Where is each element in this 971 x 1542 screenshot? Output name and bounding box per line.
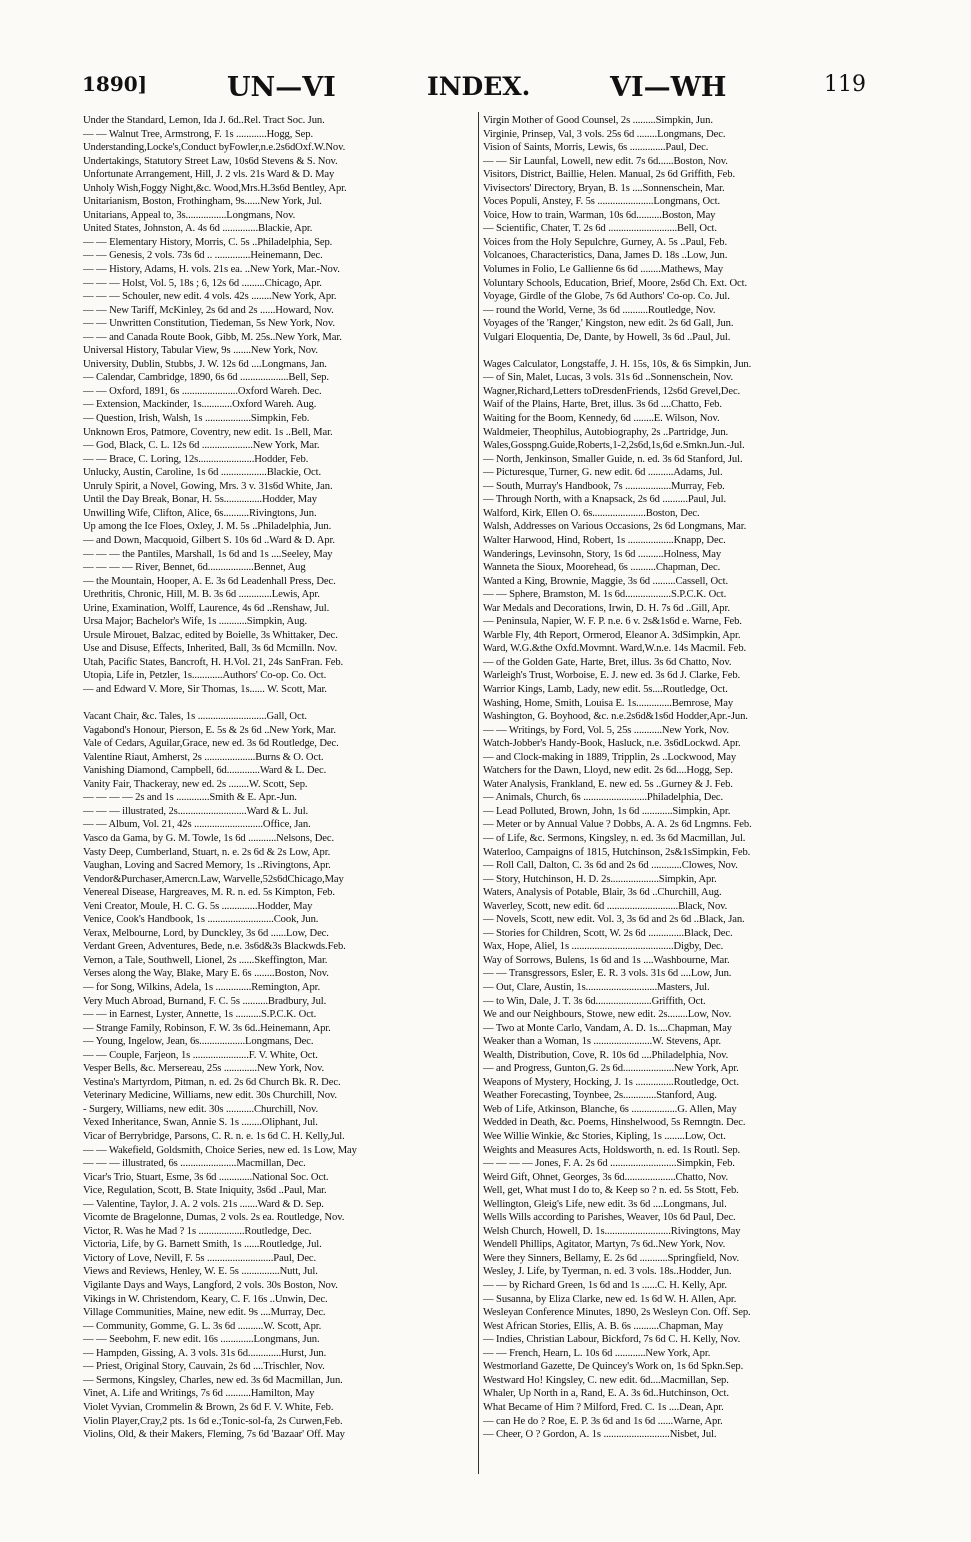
index-entry: Views and Reviews, Henley, W. E. 5s ...............Nutt, Jul. — [83, 1266, 318, 1278]
index-entry: Warleigh's Trust, Worboise, E. J. new ed. 3s 6d J. Clarke, Feb. — [483, 670, 741, 682]
index-entry: Watch-Jobber's Handy-Book, Hasluck, n.e. 3s6dLockwd. Apr. — [483, 738, 741, 750]
index-entry: — Priest, Original Story, Cauvain, 2s 6d ....Trischler, Nov. — [83, 1361, 325, 1373]
index-entry: Vexed Inheritance, Swan, Annie S. 1s ........Oliphant, Jul. — [83, 1117, 318, 1129]
index-entry: Victor, R. Was he Mad ? 1s ..................Routledge, Dec. — [83, 1225, 312, 1237]
index-entry: Voluntary Schools, Education, Brief, Moore, 2s6d Ch. Ext. Oct. — [483, 277, 748, 289]
index-entry: — Hampden, Gissing, A. 3 vols. 31s 6d.............Hurst, Jun. — [83, 1347, 327, 1359]
index-entry: Vicar's Trio, Stuart, Esme, 3s 6d .............National Soc. Oct. — [83, 1171, 329, 1183]
index-entry: — North, Jenkinson, Smaller Guide, n. ed. 3s 6d Stanford, Jul. — [483, 453, 743, 465]
index-entry: Voice, How to train, Warman, 10s 6d..........Boston, May — [483, 209, 716, 221]
index-entry: Urine, Examination, Wolff, Laurence, 4s 6d ..Renshaw, Jul. — [83, 602, 330, 614]
index-entry: Voyages of the 'Ranger,' Kingston, new edit. 2s 6d Gall, Jun. — [483, 318, 734, 330]
index-entry: — — Elementary History, Morris, C. 5s ..Philadelphia, Sep. — [83, 236, 333, 248]
index-entry: Wendell Phillips, Agitator, Martyn, 7s 6d..New York, Nov. — [483, 1239, 726, 1251]
section-gap — [83, 697, 473, 711]
index-entry: Waters, Analysis of Potable, Blair, 3s 6d ..Churchill, Aug. — [483, 887, 722, 899]
index-entry: — Question, Irish, Walsh, 1s ..................Simpkin, Feb. — [83, 413, 310, 425]
index-section — [483, 114, 873, 344]
index-entry: — for Song, Wilkins, Adela, 1s ..............Remington, Apr. — [83, 982, 321, 993]
index-entry: — Susanna, by Eliza Clarke, new ed. 1s 6d W. H. Allen, Apr. — [483, 1293, 737, 1305]
index-entry: Understanding,Locke's,Conduct byFowler,n.e.2s6dOxf.W.Nov. — [83, 142, 346, 154]
header-right-range: VI—WH — [610, 72, 727, 103]
index-entry: Unfortunate Arrangement, Hill, J. 2 vls. 21s Ward & D. May — [83, 169, 335, 181]
index-entry: — to Win, Dale, J. T. 3s 6d......................Griffith, Oct. — [483, 995, 706, 1007]
index-entry: Virgin Mother of Good Counsel, 2s .........Simpkin, Jun. — [483, 115, 713, 126]
index-entry: War Medals and Decorations, Irwin, D. H. 7s 6d ..Gill, Apr. — [483, 602, 730, 614]
header-page-number: 119 — [824, 72, 866, 97]
header-left-range: UN—VI — [227, 72, 336, 103]
index-entry: Warrior Kings, Lamb, Lady, new edit. 5s....Routledge, Oct. — [483, 683, 728, 695]
index-entry: — Sermons, Kingsley, Charles, new ed. 3s 6d Macmillan, Jun. — [83, 1374, 343, 1386]
index-entry: — Two at Monte Carlo, Vandam, A. D. 1s....Chapman, May — [483, 1022, 732, 1034]
index-entry: — — — — River, Bennet, 6d..................Bennet, Aug — [83, 562, 306, 574]
index-entry: Virginie, Prinsep, Val, 3 vols. 25s 6d ........Longmans, Dec. — [483, 128, 726, 140]
index-entry: — Valentine, Taylor, J. A. 2 vols. 21s .......Ward & D. Sep. — [83, 1198, 324, 1210]
index-entry: Westward Ho! Kingsley, C. new edit. 6d....Macmillan, Sep. — [483, 1374, 729, 1386]
index-entry: Up among the Ice Floes, Oxley, J. M. 5s ..Philadelphia, Jun. — [83, 521, 332, 533]
index-entry: Walford, Kirk, Ellen O. 6s.....................Boston, Dec. — [483, 507, 700, 519]
index-entry: — — Couple, Farjeon, 1s ......................F. V. White, Oct. — [83, 1049, 318, 1061]
index-entry: Watchers for the Dawn, Lloyd, new edit. 2s 6d....Hogg, Sep. — [483, 765, 733, 777]
index-entry: — can He do ? Roe, E. P. 3s 6d and 1s 6d ......Warne, Apr. — [483, 1415, 723, 1427]
index-entry: — — Sphere, Bramston, M. 1s 6d..................S.P.C.K. Oct. — [483, 589, 727, 601]
index-entry: Wax, Hope, Aliel, 1s ........................................Digby, Dec. — [483, 941, 724, 953]
index-section — [83, 114, 473, 697]
index-entry: Verses along the Way, Blake, Mary E. 6s ........Boston, Nov. — [83, 968, 329, 980]
index-entry: — — History, Adams, H. vols. 21s ea. ..New York, Mar.-Nov. — [83, 264, 340, 276]
index-entry: — Peninsula, Napier, W. F. P. n.e. 6 v. 2s&1s6d e. Warne, Feb. — [483, 616, 742, 628]
index-entry: — the Mountain, Hooper, A. E. 3s 6d Leadenhall Press, Dec. — [83, 575, 336, 587]
index-entry: Unholy Wish,Foggy Night,&c. Wood,Mrs.H.3s6d Bentley, Apr. — [83, 182, 347, 194]
index-entry: — Extension, Mackinder, 1s............Oxford Wareh. Aug. — [83, 399, 317, 411]
index-entry: — Novels, Scott, new edit. Vol. 3, 3s 6d and 2s 6d ..Black, Jan. — [483, 914, 745, 926]
index-entry: — Scientific, Chater, T. 2s 6d ...........................Bell, Oct. — [483, 223, 717, 235]
index-entry: — — — Schouler, new edit. 4 vols. 42s ........New York, Apr. — [83, 291, 337, 303]
page-header — [82, 72, 882, 108]
index-entry: — — Album, Vol. 21, 42s ...........................Office, Jan. — [83, 819, 311, 831]
index-entry: — Through North, with a Knapsack, 2s 6d ..........Paul, Jul. — [483, 494, 727, 506]
index-entry: — — Walnut Tree, Armstrong, F. 1s ............Hogg, Sep. — [83, 128, 313, 140]
index-entry: Violet Vyvian, Crommelin & Brown, 2s 6d F. V. White, Feb. — [83, 1401, 334, 1413]
index-entry: Waterloo, Campaigns of 1815, Hutchinson, 2s&1sSimpkin, Feb. — [483, 846, 751, 858]
index-entry: Weather Forecasting, Toynbee, 2s.............Stanford, Aug. — [483, 1090, 717, 1102]
index-entry: — Cheer, O ? Gordon, A. 1s ..........................Nisbet, Jul. — [483, 1429, 717, 1441]
index-entry: Walter Harwood, Hind, Robert, 1s ..................Knapp, Dec. — [483, 534, 726, 546]
index-entry: Visitors, District, Baillie, Helen. Manual, 2s 6d Griffith, Feb. — [483, 169, 735, 181]
index-entry: Voces Populi, Anstey, F. 5s ......................Longmans, Oct. — [483, 196, 720, 208]
index-entry: We and our Neighbours, Stowe, new edit. 2s........Low, Nov. — [483, 1009, 732, 1021]
index-entry: Wee Willie Winkie, &c Stories, Kipling, 1s ........Low, Oct. — [483, 1131, 726, 1143]
index-entry: - Surgery, Williams, new edit. 30s ...........Churchill, Nov. — [83, 1103, 319, 1115]
index-entry: Vesper Bells, &c. Mersereau, 25s .............New York, Nov. — [83, 1063, 325, 1075]
index-entry: — — — — Jones, F. A. 2s 6d ..........................Simpkin, Feb. — [483, 1158, 735, 1170]
index-entry: Violin Player,Cray,2 pts. 1s 6d e.;Tonic-sol-fa, 2s Curwen,Feb. — [83, 1415, 343, 1427]
index-entry: — Out, Clare, Austin, 1s............................Masters, Jul. — [483, 982, 710, 993]
index-entry: Web of Life, Atkinson, Blanche, 6s ..................G. Allen, May — [483, 1103, 737, 1115]
index-entry: Vicomte de Bragelonne, Dumas, 2 vols. 2s ea. Routledge, Nov. — [83, 1212, 345, 1224]
index-entry: — — and Canada Route Book, Gibb, M. 25s..New York, Mar. — [83, 331, 342, 343]
index-entry: — Roll Call, Dalton, C. 3s 6d and 2s 6d ............Clowes, Nov. — [483, 860, 738, 872]
index-entry: Vulgari Eloquentia, De, Dante, by Howell, 3s 6d ..Paul, Jul. — [483, 331, 731, 343]
index-entry: Wages Calculator, Longstaffe, J. H. 15s, 10s, & 6s Simpkin, Jun. — [483, 358, 752, 370]
index-entry: — — by Richard Green, 1s 6d and 1s ......C. H. Kelly, Apr. — [483, 1280, 727, 1292]
header-index-label: INDEX. — [427, 72, 531, 101]
index-entry: — of the Golden Gate, Harte, Bret, illus. 3s 6d Chatto, Nov. — [483, 656, 732, 668]
index-entry: Wealth, Distribution, Cove, R. 10s 6d ....Philadelphia, Nov. — [483, 1049, 729, 1061]
index-entry: — — — Holst, Vol. 5, 18s ; 6, 12s 6d .........Chicago, Apr. — [83, 277, 322, 289]
index-entry: — Strange Family, Robinson, F. W. 3s 6d..Heinemann, Apr. — [83, 1022, 331, 1034]
index-entry: Weapons of Mystery, Hocking, J. 1s ...............Routledge, Oct. — [483, 1076, 739, 1088]
column-divider — [478, 112, 479, 1474]
index-entry: Whaler, Up North in a, Rand, E. A. 3s 6d..Hutchinson, Oct. — [483, 1388, 729, 1400]
index-entry: — — Seebohm, F. new edit. 16s .............Longmans, Jun. — [83, 1334, 320, 1346]
index-entry: — Calendar, Cambridge, 1890, 6s 6d ...................Bell, Sep. — [83, 372, 329, 384]
index-entry: Unitarians, Appeal to, 3s................Longmans, Nov. — [83, 209, 296, 221]
index-entry: Voices from the Holy Sepulchre, Gurney, A. 5s ..Paul, Feb. — [483, 236, 728, 248]
index-entry: Were they Sinners, Bellamy, E. 2s 6d ...........Springfield, Nov. — [483, 1252, 740, 1264]
index-entry: Venice, Cook's Handbook, 1s ..........................Cook, Jun. — [83, 914, 319, 926]
index-entry: Weaker than a Woman, 1s .......................W. Stevens, Apr. — [483, 1036, 721, 1048]
index-entry: — — Oxford, 1891, 6s ......................Oxford Wareh. Dec. — [83, 385, 322, 397]
index-entry: — Meter or by Annual Value ? Dobbs, A. A. 2s 6d Lngmns. Feb. — [483, 819, 752, 831]
index-entry: — — Sir Launfal, Lowell, new edit. 7s 6d......Boston, Nov. — [483, 155, 728, 167]
index-entry: Walsh, Addresses on Various Occasions, 2s 6d Longmans, Mar. — [483, 521, 747, 533]
index-entry: Vagabond's Honour, Pierson, E. 5s & 2s 6d ..New York, Mar. — [83, 724, 336, 736]
index-entry: Wesley, J. Life, by Tyerman, n. ed. 3 vols. 18s..Hodder, Jun. — [483, 1266, 732, 1278]
index-entry: Verax, Melbourne, Lord, by Dunckley, 3s 6d ......Low, Dec. — [83, 927, 329, 939]
index-entry: — Lead Polluted, Brown, John, 1s 6d ............Simpkin, Apr. — [483, 805, 731, 817]
index-entry: — — Unwritten Constitution, Tiedeman, 5s New York, Nov. — [83, 318, 335, 330]
index-entry: Washington, G. Boyhood, &c. n.e.2s6d&1s6d Hodder,Apr.-Jun. — [483, 711, 748, 723]
index-section — [483, 358, 873, 1442]
index-entry: Valentine Riaut, Amherst, 2s ....................Burns & O. Oct. — [83, 751, 324, 763]
index-entry: Wellington, Gleig's Life, new edit. 3s 6d ....Longmans, Jul. — [483, 1198, 727, 1210]
index-entry: Warble Fly, 4th Report, Ormerod, Eleanor A. 3dSimpkin, Apr. — [483, 629, 741, 641]
index-entry: — — Wakefield, Goldsmith, Choice Series, new ed. 1s Low, May — [83, 1144, 357, 1156]
index-entry: Verdant Green, Adventures, Bede, n.e. 3s6d&3s Blackwds.Feb. — [83, 941, 346, 953]
index-entry: Vanishing Diamond, Campbell, 6d.............Ward & L. Dec. — [83, 765, 327, 777]
index-entry: — round the World, Verne, 3s 6d ..........Routledge, Nov. — [483, 304, 716, 316]
index-entry: — — French, Hearn, L. 10s 6d ............New York, Apr. — [483, 1347, 711, 1359]
index-entry: Weird Gift, Ohnet, Georges, 3s 6d....................Chatto, Nov. — [483, 1171, 729, 1183]
right-column — [483, 114, 873, 1442]
index-entry: United States, Johnston, A. 4s 6d ..............Blackie, Apr. — [83, 223, 313, 235]
index-entry: Waverley, Scott, new edit. 6d ............................Black, Nov. — [483, 900, 728, 912]
index-entry: Unlucky, Austin, Caroline, 1s 6d ..................Blackie, Oct. — [83, 467, 322, 479]
index-entry: — God, Black, C. L. 12s 6d ....................New York, Mar. — [83, 440, 320, 452]
index-entry: — Community, Gomme, G. L. 3s 6d ..........W. Scott, Apr. — [83, 1320, 322, 1332]
index-entry: — — Genesis, 2 vols. 73s 6d .. ..............Heinemann, Dec. — [83, 250, 323, 262]
index-entry: Unruly Spirit, a Novel, Gowing, Mrs. 3 v. 31s6d White, Jan. — [83, 480, 333, 492]
index-entry: Ursule Mirouet, Balzac, edited by Boielle, 3s Whittaker, Dec. — [83, 629, 338, 641]
index-entry: Utah, Pacific States, Bancroft, H. H.Vol. 21, 24s SanFran. Feb. — [83, 656, 344, 668]
index-entry: Vision of Saints, Morris, Lewis, 6s ..............Paul, Dec. — [483, 142, 709, 154]
index-entry: Venereal Disease, Hargreaves, M. R. n. ed. 5s Kimpton, Feb. — [83, 887, 335, 899]
index-entry: Urethritis, Chronic, Hill, M. B. 3s 6d .............Lewis, Apr. — [83, 589, 320, 601]
index-entry: Vestina's Martyrdom, Pitman, n. ed. 2s 6d Church Bk. R. Dec. — [83, 1076, 341, 1088]
index-entry: Weights and Measures Acts, Holdsworth, n. ed. 1s Routl. Sep. — [483, 1144, 741, 1156]
index-entry: Vacant Chair, &c. Tales, 1s ...........................Gall, Oct. — [83, 711, 307, 723]
index-entry: Universal History, Tabular View, 9s .......New York, Nov. — [83, 345, 318, 357]
index-entry: Unitarianism, Boston, Frothingham, 9s......New York, Jul. — [83, 196, 322, 208]
index-entry: — — Transgressors, Esler, E. R. 3 vols. 31s 6d ....Low, Jun. — [483, 968, 732, 980]
index-entry: Vasco da Gama, by G. M. Towle, 1s 6d ...........Nelsons, Dec. — [83, 832, 334, 844]
index-entry: — — — the Pantiles, Marshall, 1s 6d and 1s ....Seeley, May — [83, 548, 333, 560]
index-entry: Water Analysis, Frankland, E. new ed. 5s ..Gurney & J. Feb. — [483, 778, 733, 790]
index-entry: Unknown Eros, Patmore, Coventry, new edit. 1s ..Bell, Mar. — [83, 426, 333, 438]
index-entry: Until the Day Break, Bonar, H. 5s...............Hodder, May — [83, 494, 317, 506]
index-entry: Very Much Abroad, Burnand, F. C. 5s ..........Bradbury, Jul. — [83, 995, 327, 1007]
index-entry: — Young, Ingelow, Jean, 6s..................Longmans, Dec. — [83, 1036, 314, 1048]
index-entry: Village Communities, Maine, new edit. 9s ....Murray, Dec. — [83, 1307, 326, 1319]
index-entry: University, Dublin, Stubbs, J. W. 12s 6d ....Longmans, Jan. — [83, 358, 327, 370]
index-entry: — — in Earnest, Lyster, Annette, 1s ..........S.P.C.K. Oct. — [83, 1009, 317, 1021]
index-entry: — — — illustrated, 6s ......................Macmillan, Dec. — [83, 1158, 306, 1170]
index-entry: Use and Disuse, Effects, Inherited, Ball, 3s 6d Mcmilln. Nov. — [83, 643, 337, 655]
index-section — [83, 710, 473, 1442]
index-entry: — Picturesque, Turner, G. new edit. 6d ..........Adams, Jul. — [483, 467, 723, 479]
index-entry: Wedded in Death, &c. Poems, Hinshelwood, 5s Remngtn. Dec. — [483, 1117, 746, 1129]
section-gap — [483, 344, 873, 358]
index-entry: — of Sin, Malet, Lucas, 3 vols. 31s 6d ..Sonnenschein, Nov. — [483, 372, 733, 384]
index-entry: Veterinary Medicine, Williams, new edit. 30s Churchill, Nov. — [83, 1090, 337, 1102]
index-entry: Vasty Deep, Cumberland, Stuart, n. e. 2s 6d & 2s Low, Apr. — [83, 846, 331, 858]
index-entry: Unwilling Wife, Clifton, Alice, 6s..........Rivingtons, Jun. — [83, 507, 317, 519]
index-entry: Way of Sorrows, Bulens, 1s 6d and 1s ....Washbourne, Mar. — [483, 954, 730, 966]
index-entry: Wanted a King, Brownie, Maggie, 3s 6d .........Cassell, Oct. — [483, 575, 729, 587]
index-entry: — — New Tariff, McKinley, 2s 6d and 2s ......Howard, Nov. — [83, 304, 334, 316]
index-entry: — Animals, Church, 6s .........................Philadelphia, Dec. — [483, 792, 724, 804]
index-entry: Washing, Home, Smith, Louisa E. 1s..............Bemrose, May — [483, 697, 734, 709]
index-entry: Vivisectors' Directory, Bryan, B. 1s ....Sonnenschein, Mar. — [483, 182, 725, 194]
index-entry: Vendor&Purchaser,Amercn.Law, Warvelle,52s6dChicago,May — [83, 873, 344, 885]
index-entry: Wanneta the Sioux, Moorehead, 6s ..........Chapman, Dec. — [483, 562, 721, 574]
index-entry: Vinet, A. Life and Writings, 7s 6d ..........Hamilton, May — [83, 1388, 315, 1400]
index-entry: Waif of the Plains, Harte, Bret, illus. 3s 6d ....Chatto, Feb. — [483, 399, 722, 411]
index-entry: — and Clock-making in 1889, Tripplin, 2s ..Lockwood, May — [483, 751, 737, 763]
index-entry: — and Edward V. More, Sir Thomas, 1s...... W. Scott, Mar. — [83, 683, 327, 695]
index-entry: Welsh Church, Howell, D. 1s..........................Rivingtons, May — [483, 1225, 741, 1237]
index-entry: Violins, Old, & their Makers, Fleming, 7s 6d 'Bazaar' Off. May — [83, 1429, 345, 1441]
index-entry: Waiting for the Boom, Kennedy, 6d ........E. Wilson, Nov. — [483, 413, 720, 425]
index-entry: Victoria, Life, by G. Barnett Smith, 1s ......Routledge, Jul. — [83, 1239, 322, 1251]
index-entry: Undertakings, Statutory Street Law, 10s6d Stevens & S. Nov. — [83, 155, 338, 167]
index-entry: Vernon, a Tale, Southwell, Lionel, 2s ......Skeffington, Mar. — [83, 954, 328, 966]
index-entry: Ursa Major; Bachelor's Wife, 1s ...........Simpkin, Aug. — [83, 616, 308, 628]
index-entry: Waldmeier, Theophilus, Autobiography, 2s ..Partridge, Jun. — [483, 426, 729, 438]
index-entry: Vaughan, Loving and Sacred Memory, 1s ..Rivingtons, Apr. — [83, 860, 331, 872]
index-entry: Wesleyan Conference Minutes, 1890, 2s Wesleyn Con. Off. Sep. — [483, 1307, 751, 1319]
index-entry: — and Progress, Gunton,G. 2s 6d....................New York, Apr. — [483, 1063, 739, 1075]
index-entry: Wells Wills according to Parishes, Weaver, 10s 6d Paul, Dec. — [483, 1212, 736, 1224]
index-entry: Vikings in W. Christendom, Keary, C. F. 16s ..Unwin, Dec. — [83, 1293, 328, 1305]
index-entry: Well, get, What must I do to, & Keep so ? n. ed. 5s Stott, Feb. — [483, 1185, 739, 1197]
index-entry: Ward, W.G.&the Oxfd.Movmnt. Ward,W.n.e. 14s Macmil. Feb. — [483, 643, 747, 655]
index-entry: — Stories for Children, Scott, W. 2s 6d ..............Black, Dec. — [483, 927, 733, 939]
index-entry: — — — illustrated, 2s...........................Ward & L. Jul. — [83, 805, 309, 817]
index-entry: Utopia, Life in, Petzler, 1s............Authors' Co-op. Co. Oct. — [83, 670, 327, 682]
index-entry: — Story, Hutchinson, H. D. 2s...................Simpkin, Apr. — [483, 873, 717, 885]
index-entry: — and Down, Macquoid, Gilbert S. 10s 6d ..Ward & D. Apr. — [83, 534, 335, 546]
index-entry: Vice, Regulation, Scott, B. State Iniquity, 3s6d ..Paul, Mar. — [83, 1185, 327, 1197]
index-entry: Vale of Cedars, Aguilar,Grace, new ed. 3s 6d Routledge, Dec. — [83, 738, 339, 750]
index-entry: Voyage, Girdle of the Globe, 7s 6d Authors' Co-op. Co. Jul. — [483, 291, 730, 303]
index-entry: Vigilante Days and Ways, Langford, 2 vols. 30s Boston, Nov. — [83, 1280, 338, 1292]
index-entry: — Indies, Christian Labour, Bickford, 7s 6d C. H. Kelly, Nov. — [483, 1334, 741, 1346]
index-entry: West African Stories, Ellis, A. B. 6s ..........Chapman, May — [483, 1320, 724, 1332]
header-year: 1890] — [82, 72, 148, 96]
index-entry: Veni Creator, Moule, H. C. G. 5s ..............Hodder, May — [83, 900, 313, 912]
index-entry: Wales,Gosspng.Guide,Roberts,1-2,2s6d,1s,6d e.Smkn.Jun.-Jul. — [483, 440, 745, 452]
left-column — [83, 114, 473, 1442]
index-entry: Under the Standard, Lemon, Ida J. 6d..Rel. Tract Soc. Jun. — [83, 115, 325, 126]
index-entry: Volumes in Folio, Le Gallienne 6s 6d ........Mathews, May — [483, 264, 724, 276]
index-entry: — — Writings, by Ford, Vol. 5, 25s ...........New York, Nov. — [483, 724, 729, 736]
index-entry: Volcanoes, Characteristics, Dana, James D. 18s ..Low, Jun. — [483, 250, 728, 262]
index-entry: What Became of Him ? Milford, Fred. C. 1s ....Dean, Apr. — [483, 1401, 724, 1413]
index-entry: — — Brace, C. Loring, 12s......................Hodder, Feb. — [83, 453, 309, 465]
index-entry: Vanity Fair, Thackeray, new ed. 2s ........W. Scott, Sep. — [83, 778, 308, 790]
index-entry: Wanderings, Levinsohn, Story, 1s 6d ..........Holness, May — [483, 548, 722, 560]
index-entry: Wagner,Richard,Letters toDresdenFriends, 12s6d Grevel,Dec. — [483, 385, 741, 397]
index-entry: — of Life, &c. Sermons, Kingsley, n. ed. 3s 6d Macmillan, Jul. — [483, 832, 746, 844]
index-entry: — — — — 2s and 1s .............Smith & E. Apr.-Jun. — [83, 792, 297, 804]
index-entry: — South, Murray's Handbook, 7s ..................Murray, Feb. — [483, 480, 725, 492]
index-entry: Westmorland Gazette, De Quincey's Work on, 1s 6d Spkn.Sep. — [483, 1361, 744, 1373]
index-entry: Victory of Love, Nevill, F. 5s ..........................Paul, Dec. — [83, 1252, 317, 1264]
index-entry: Vicar of Berrybridge, Parsons, C. R. n. e. 1s 6d C. H. Kelly,Jul. — [83, 1131, 345, 1143]
